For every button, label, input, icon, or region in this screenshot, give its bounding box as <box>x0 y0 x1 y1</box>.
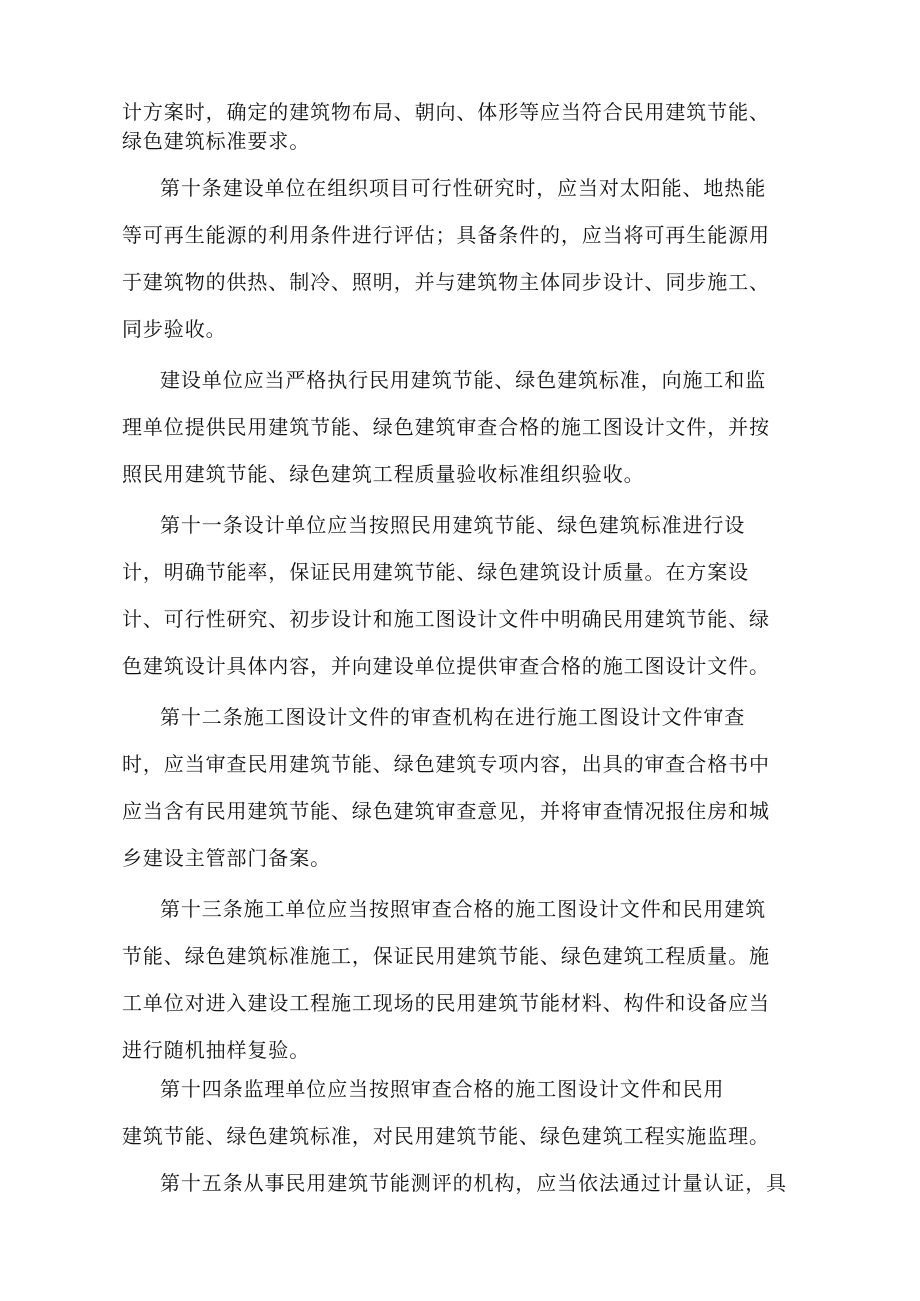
text-line: 照民用建筑节能、绿色建筑工程质量验收标准组织验收。 <box>122 462 645 486</box>
paragraph-start-line: 第十四条监理单位应当按照审查合格的施工图设计文件和民用 <box>160 1077 725 1101</box>
paragraph-start-line: 第十三条施工单位应当按照审查合格的施工图设计文件和民用建筑 <box>160 897 767 921</box>
text-line: 理单位提供民用建筑节能、绿色建筑审查合格的施工图设计文件，并按 <box>122 415 770 439</box>
text-line: 工单位对进入建设工程施工现场的民用建筑节能材料、构件和设备应当 <box>122 991 770 1015</box>
paragraph-start-line: 第十条建设单位在组织项目可行性研究时，应当对太阳能、地热能 <box>160 176 767 200</box>
paragraph-start-line: 第十五条从事民用建筑节能测评的机构，应当依法通过计量认证，具 <box>160 1171 787 1195</box>
text-line: 同步验收。 <box>122 317 227 341</box>
text-line: 色建筑设计具体内容，并向建设单位提供审查合格的施工图设计文件。 <box>122 654 770 678</box>
text-line: 进行随机抽样复验。 <box>122 1038 311 1062</box>
text-line: 时，应当审查民用建筑节能、绿色建筑专项内容，出具的审查合格书中 <box>122 752 770 776</box>
text-line: 计，明确节能率，保证民用建筑节能、绿色建筑设计质量。在方案设 <box>122 560 749 584</box>
text-line: 等可再生能源的利用条件进行评估；具备条件的，应当将可再生能源用 <box>122 223 770 247</box>
text-line: 乡建设主管部门备案。 <box>122 846 331 870</box>
text-line: 计、可行性研究、初步设计和施工图设计文件中明确民用建筑节能、绿 <box>122 607 770 631</box>
text-line: 节能、绿色建筑标准施工，保证民用建筑节能、绿色建筑工程质量。施 <box>122 944 770 968</box>
text-line: 绿色建筑标准要求。 <box>122 129 311 153</box>
text-line: 于建筑物的供热、制冷、照明，并与建筑物主体同步设计、同步施工、 <box>122 270 770 294</box>
text-line: 建筑节能、绿色建筑标准，对民用建筑节能、绿色建筑工程实施监理。 <box>122 1124 770 1148</box>
paragraph-start-line: 建设单位应当严格执行民用建筑节能、绿色建筑标准，向施工和监 <box>160 368 767 392</box>
paragraph-start-line: 第十二条施工图设计文件的审查机构在进行施工图设计文件审查 <box>160 705 746 729</box>
text-line: 计方案时，确定的建筑物布局、朝向、体形等应当符合民用建筑节能、 <box>122 100 770 124</box>
text-line: 应当含有民用建筑节能、绿色建筑审查意见，并将审查情况报住房和城 <box>122 799 770 823</box>
paragraph-start-line: 第十一条设计单位应当按照民用建筑节能、绿色建筑标准进行设 <box>160 513 746 537</box>
